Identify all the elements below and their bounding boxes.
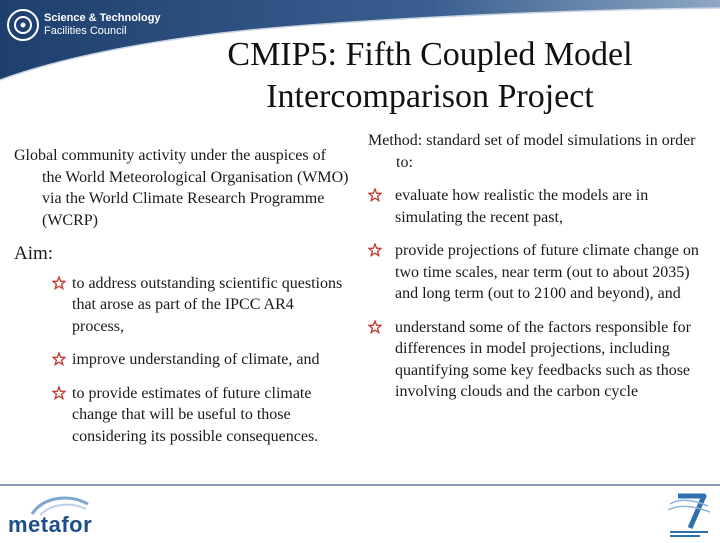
metafor-logo (8, 494, 118, 540)
list-item (14, 383, 349, 448)
method-paragraph: Method: standard set of model simulations in order to: (368, 132, 696, 171)
star-bullet-icon (52, 276, 66, 290)
list-item-text: evaluate how realistic the models are in simulating the recent past, (395, 187, 649, 226)
list-item (368, 185, 708, 228)
title-line1: CMIP5: Fifth Coupled Model (227, 36, 633, 73)
star-bullet-icon (52, 386, 66, 400)
aim-list (14, 273, 349, 448)
intro-paragraph: Global community activity under the auspices of the World Meteorological Organisation (WMO) via the World Climate Research Programme (WCRP) (14, 147, 349, 229)
metafor-wordmark: metafor (8, 512, 93, 537)
star-bullet-icon (368, 243, 382, 257)
footer-divider (0, 484, 720, 486)
list-item-text: to provide estimates of future climate change that will be useful to those considering its possible consequences. (72, 384, 319, 445)
list-item (368, 317, 708, 403)
fp7-emblem-icon (664, 492, 714, 538)
list-item-text: provide projections of future climate change on two time scales, near term (out to about 2035) and long term (out to 2100 and beyond), and (395, 242, 699, 302)
stfc-emblem-icon (6, 8, 40, 42)
fp7-logo (664, 492, 714, 538)
method-list (368, 185, 708, 403)
list-item (14, 273, 349, 338)
list-item-text: improve understanding of climate, and (72, 351, 320, 368)
list-item-text: to address outstanding scientific questions that arose as part of the IPCC AR4 process, (72, 274, 343, 335)
org-name-line1: Science & Technology (44, 12, 161, 24)
list-item (14, 349, 349, 371)
star-bullet-icon (52, 352, 66, 366)
list-item-text: understand some of the factors responsible for differences in model projections, including quantifying some key feedbacks such as those involving clouds and the carbon cycle (395, 318, 691, 400)
aim-heading: Aim: (14, 243, 54, 264)
org-name-line2: Facilities Council (44, 25, 127, 37)
page-title (150, 34, 710, 118)
left-column (14, 145, 349, 459)
star-bullet-icon (368, 188, 382, 202)
title-line2: Intercomparison Project (266, 78, 594, 115)
list-item (368, 240, 708, 305)
star-bullet-icon (368, 320, 382, 334)
right-column (368, 130, 708, 415)
